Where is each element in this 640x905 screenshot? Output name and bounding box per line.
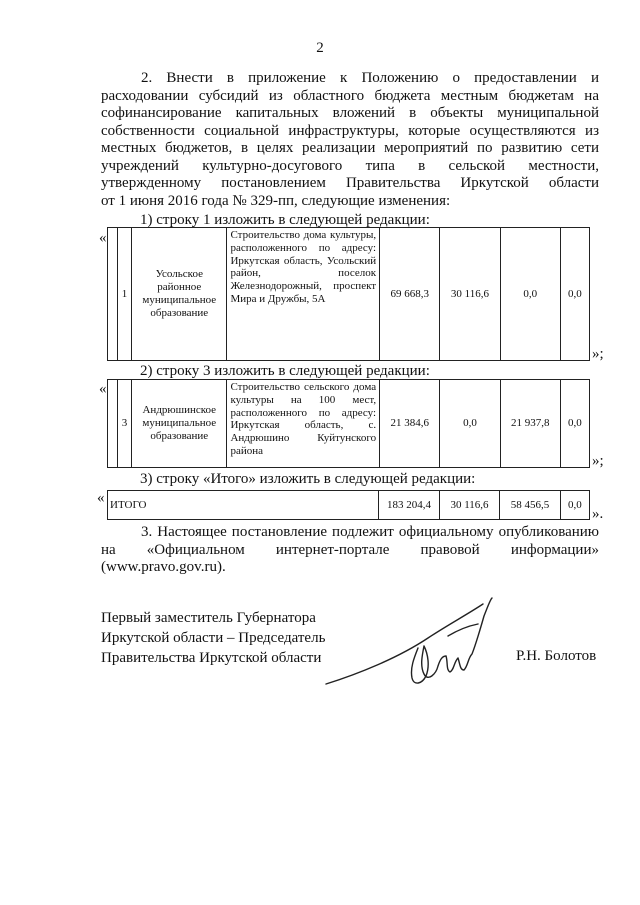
cell-value-2: 21 937,8 — [500, 380, 560, 468]
cell-value-2: 58 456,5 — [500, 491, 561, 520]
open-quote: « — [99, 230, 107, 246]
page-number: 2 — [316, 40, 324, 56]
paragraph-line: на «Официальном интернет-портале правовой информации» — [101, 541, 599, 558]
paragraph-line: утвержденному постановлением Правительства Иркутской области — [101, 175, 599, 191]
cell-value-2: 0,0 — [500, 228, 560, 361]
cell-value-3: 0,0 — [560, 380, 589, 468]
paragraph-line: софинансирование капитальных вложений в объекты муниципальной — [101, 105, 599, 121]
table-row-total — [107, 490, 590, 520]
handwritten-signature — [318, 596, 498, 692]
open-quote: « — [97, 490, 105, 506]
cell-recipient: Андрюшинское муниципальное образование — [132, 380, 227, 468]
cell-value-1: 0,0 — [440, 380, 500, 468]
cell-object: Строительство дома культуры, расположенного по адресу: Иркутская область, Усольский район, поселок Железнодорожный, проспект Мира и Дружбы, 5А — [227, 228, 380, 361]
position-line: Первый заместитель Губернатора — [101, 610, 316, 626]
paragraph-line: местных бюджетов, в целях реализации мероприятий по развитию сети — [101, 140, 599, 156]
cell-value-1: 30 116,6 — [439, 491, 500, 520]
subitem-3: 3) строку «Итого» изложить в следующей редакции: — [140, 471, 476, 487]
position-line: Правительства Иркутской области — [101, 650, 322, 666]
cell-recipient: Усольское районное муниципальное образование — [132, 228, 227, 361]
cell-total: 21 384,6 — [380, 380, 440, 468]
cell-value-1: 30 116,6 — [440, 228, 500, 361]
table-row-1 — [107, 227, 590, 361]
cell-value-3: 0,0 — [560, 228, 589, 361]
table-cell — [108, 228, 118, 361]
cell-number: 1 — [118, 228, 132, 361]
paragraph-3 — [101, 524, 599, 577]
paragraph-line: собственности социальной инфраструктуры, которые осуществляются из — [101, 122, 599, 139]
paragraph-line: от 1 июня 2016 года № 329-пп, следующие изменения: — [101, 192, 451, 209]
paragraph-line: (www.pravo.gov.ru). — [101, 559, 226, 575]
cell-value-3: 0,0 — [560, 491, 589, 520]
subitem-2: 2) строку 3 изложить в следующей редакции: — [140, 363, 430, 379]
open-quote: « — [99, 381, 107, 397]
paragraph-2 — [101, 70, 599, 210]
paragraph-line: расходовании субсидий из областного бюджета местным бюджетам на — [101, 87, 599, 104]
close-quote: ». — [592, 506, 604, 522]
cell-total-label: ИТОГО — [108, 491, 379, 520]
close-quote: »; — [592, 453, 604, 469]
paragraph-line: 2. Внести в приложение к Положению о предоставлении и — [141, 70, 599, 86]
signatory-position — [101, 608, 325, 668]
signatory-name: Р.Н. Болотов — [516, 648, 597, 664]
cell-object: Строительство сельского дома культуры на 100 мест, расположенного по адресу: Иркутская область, с. Андрюшино Куйтунского района — [227, 380, 380, 468]
close-quote: »; — [592, 346, 604, 362]
cell-number: 3 — [118, 380, 132, 468]
table-cell — [108, 380, 118, 468]
subitem-1: 1) строку 1 изложить в следующей редакции: — [140, 212, 430, 228]
cell-total: 69 668,3 — [380, 228, 440, 361]
position-line: Иркутской области – Председатель — [101, 630, 326, 646]
table-row-3 — [107, 379, 590, 468]
paragraph-line: учреждений культурно-досугового типа в сельской местности, — [101, 157, 599, 174]
cell-total: 183 204,4 — [379, 491, 440, 520]
paragraph-line: 3. Настоящее постановление подлежит официальному опубликованию — [141, 524, 599, 540]
